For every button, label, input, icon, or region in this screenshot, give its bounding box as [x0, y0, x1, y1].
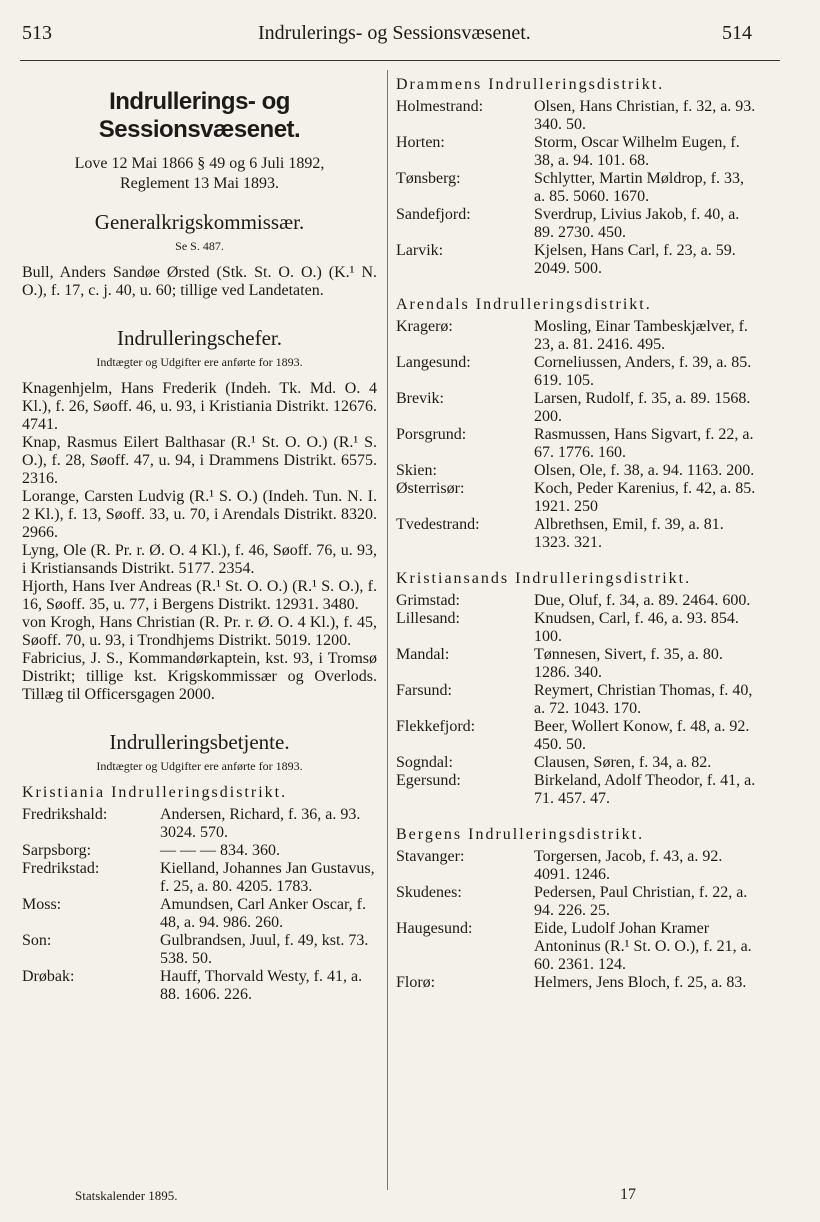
- list-item: Lillesand: Knudsen, Carl, f. 46, a. 93. 854. 100.: [396, 610, 739, 645]
- chefer-entry: Knagenhjelm, Hans Frederik (Indeh. Tk. Md. O. 4 Kl.), f. 26, Søoff. 46, u. 93, i Kristiania Distrikt. 12676. 4741.: [22, 380, 377, 433]
- list-item: Larvik: Kjelsen, Hans Carl, f. 23, a. 59. 2049. 500.: [396, 242, 736, 277]
- list-item: Langesund: Corneliussen, Anders, f. 39, a. 85. 619. 105.: [396, 354, 752, 389]
- list-item: Stavanger: Torgersen, Jacob, f. 43, a. 92. 4091. 1246.: [396, 848, 723, 883]
- sheet-number: 17: [620, 1186, 636, 1203]
- chefer-entry: von Krogh, Hans Christian (R. Pr. r. Ø. O. 4 Kl.), f. 45, Søoff. 70, u. 93, i Trondhjems Distrikt. 5019. 1200.: [22, 614, 377, 649]
- law-line-1: Love 12 Mai 1866 § 49 og 6 Juli 1892,: [74, 155, 325, 172]
- left-page-number: 513: [22, 22, 52, 44]
- list-item: Farsund: Reymert, Christian Thomas, f. 40, a. 72. 1043. 170.: [396, 682, 753, 717]
- list-item: Horten: Storm, Oscar Wilhelm Eugen, f. 38, a. 94. 101. 68.: [396, 134, 740, 169]
- kristiansand-district: Kristiansands Indrulleringsdistrikt.: [396, 570, 692, 587]
- list-item: Holmestrand: Olsen, Hans Christian, f. 32, a. 93. 340. 50.: [396, 98, 756, 133]
- list-item: Sandefjord: Sverdrup, Livius Jakob, f. 40, a. 89. 2730. 450.: [396, 206, 740, 241]
- bergen-district: Bergens Indrulleringsdistrikt.: [396, 826, 645, 843]
- column-divider: [387, 70, 388, 1190]
- law-line-2: Reglement 13 Mai 1893.: [119, 175, 280, 192]
- drammen-district: Drammens Indrulleringsdistrikt.: [396, 76, 665, 93]
- list-item: Sogndal: Clausen, Søren, f. 34, a. 82.: [396, 754, 712, 771]
- betjente-title: Indrulleringsbetjente.: [109, 730, 290, 754]
- chefer-entry: Lyng, Ole (R. Pr. r. Ø. O. 4 Kl.), f. 46, Søoff. 76, u. 93, i Kristiansands Distrikt. 5177. 2354.: [22, 542, 377, 577]
- right-column: [396, 70, 756, 992]
- arendal-district: Arendals Indrulleringsdistrikt.: [396, 296, 652, 313]
- list-item: Østerrisør: Koch, Peder Karenius, f. 42, a. 85. 1921. 250: [396, 480, 756, 515]
- header-rule: [20, 60, 780, 61]
- list-item: Porsgrund: Rasmussen, Hans Sigvart, f. 22, a. 67. 1776. 160.: [396, 426, 754, 461]
- list-item: Son: Gulbrandsen, Juul, f. 49, kst. 73. 538. 50.: [22, 932, 369, 967]
- list-item: Fredrikstad: Kielland, Johannes Jan Gustavus, f. 25, a. 80. 4205. 1783.: [22, 860, 375, 895]
- list-item: Drøbak: Hauff, Thorvald Westy, f. 41, a. 88. 1606. 226.: [22, 968, 363, 1003]
- gk-title: Generalkrigskommissær.: [94, 210, 305, 234]
- gk-see: Se S. 487.: [175, 239, 224, 253]
- list-item: Flekkefjord: Beer, Wollert Konow, f. 48, a. 92. 450. 50.: [396, 718, 750, 753]
- list-item: Egersund: Birkeland, Adolf Theodor, f. 41, a. 71. 457. 47.: [396, 772, 756, 807]
- list-item: Tønsberg: Schlytter, Martin Møldrop, f. 33, a. 85. 5060. 1670.: [396, 170, 744, 205]
- chefer-entry: Fabricius, J. S., Kommandørkaptein, kst. 93, i Tromsø Distrikt; tillige kst. Krigskommissær og Overlods. Tillæg til Officersgagen 2000.: [22, 650, 377, 703]
- right-page-number: 514: [722, 22, 752, 44]
- list-item: Moss: Amundsen, Carl Anker Oscar, f. 48, a. 94. 986. 260.: [22, 896, 366, 931]
- list-item: Skien: Olsen, Ole, f. 38, a. 94. 1163. 200.: [396, 462, 755, 479]
- chefer-title: Indrulleringschefer.: [116, 326, 283, 350]
- list-item: Mandal: Tønnesen, Sivert, f. 35, a. 80. 1286. 340.: [396, 646, 723, 681]
- gk-text: Bull, Anders Sandøe Ørsted (Stk. St. O. O.) (K.¹ N. O.), f. 17, c. j. 40, u. 60; tillige ved Landetaten.: [22, 264, 377, 299]
- main-title: Indrullerings- og Sessionsvæsenet.: [98, 88, 301, 143]
- footer-note: Statskalender 1895.: [75, 1188, 178, 1203]
- betjente-note: Indtægter og Udgifter ere anførte for 1893.: [96, 759, 303, 773]
- chefer-entry: Knap, Rasmus Eilert Balthasar (R.¹ St. O. O.) (R.¹ S. O.), f. 28, Søoff. 47, u. 94, i Drammens Distrikt. 6575. 2316.: [22, 434, 377, 487]
- running-header: Indrulerings- og Sessionsvæsenet.: [258, 22, 531, 44]
- list-item: Brevik: Larsen, Rudolf, f. 35, a. 89. 1568. 200.: [396, 390, 751, 425]
- list-item: Fredrikshald: Andersen, Richard, f. 36, a. 93. 3024. 570.: [22, 806, 361, 841]
- list-item: Skudenes: Pedersen, Paul Christian, f. 22, a. 94. 226. 25.: [396, 884, 748, 919]
- left-column: [22, 70, 377, 1004]
- chefer-entry: Hjorth, Hans Iver Andreas (R.¹ St. O. O.) (R.¹ S. O.), f. 16, Søoff. 35, u. 77, i Bergens Distrikt. 12931. 3480.: [22, 578, 377, 613]
- list-item: Kragerø: Mosling, Einar Tambeskjælver, f. 23, a. 81. 2416. 495.: [396, 318, 748, 353]
- chefer-note: Indtægter og Udgifter ere anførte for 1893.: [96, 355, 303, 369]
- list-item: Grimstad: Due, Oluf, f. 34, a. 89. 2464. 600.: [396, 592, 751, 609]
- list-item: Tvedestrand: Albrethsen, Emil, f. 39, a. 81. 1323. 321.: [396, 516, 724, 551]
- list-item: Sarpsborg: — — — 834. 360.: [22, 842, 280, 859]
- kristiania-district: Kristiania Indrulleringsdistrikt.: [22, 784, 288, 801]
- chefer-entry: Lorange, Carsten Ludvig (R.¹ S. O.) (Indeh. Tun. N. I. 2 Kl.), f. 13, Søoff. 33, u. 70, i Arendals Distrikt. 8320. 2966.: [22, 488, 377, 541]
- list-item: Haugesund: Eide, Ludolf Johan Kramer Antoninus (R.¹ St. O. O.), f. 21, a. 60. 2361. 124.: [396, 920, 752, 973]
- list-item: Florø: Helmers, Jens Bloch, f. 25, a. 83.: [396, 974, 747, 991]
